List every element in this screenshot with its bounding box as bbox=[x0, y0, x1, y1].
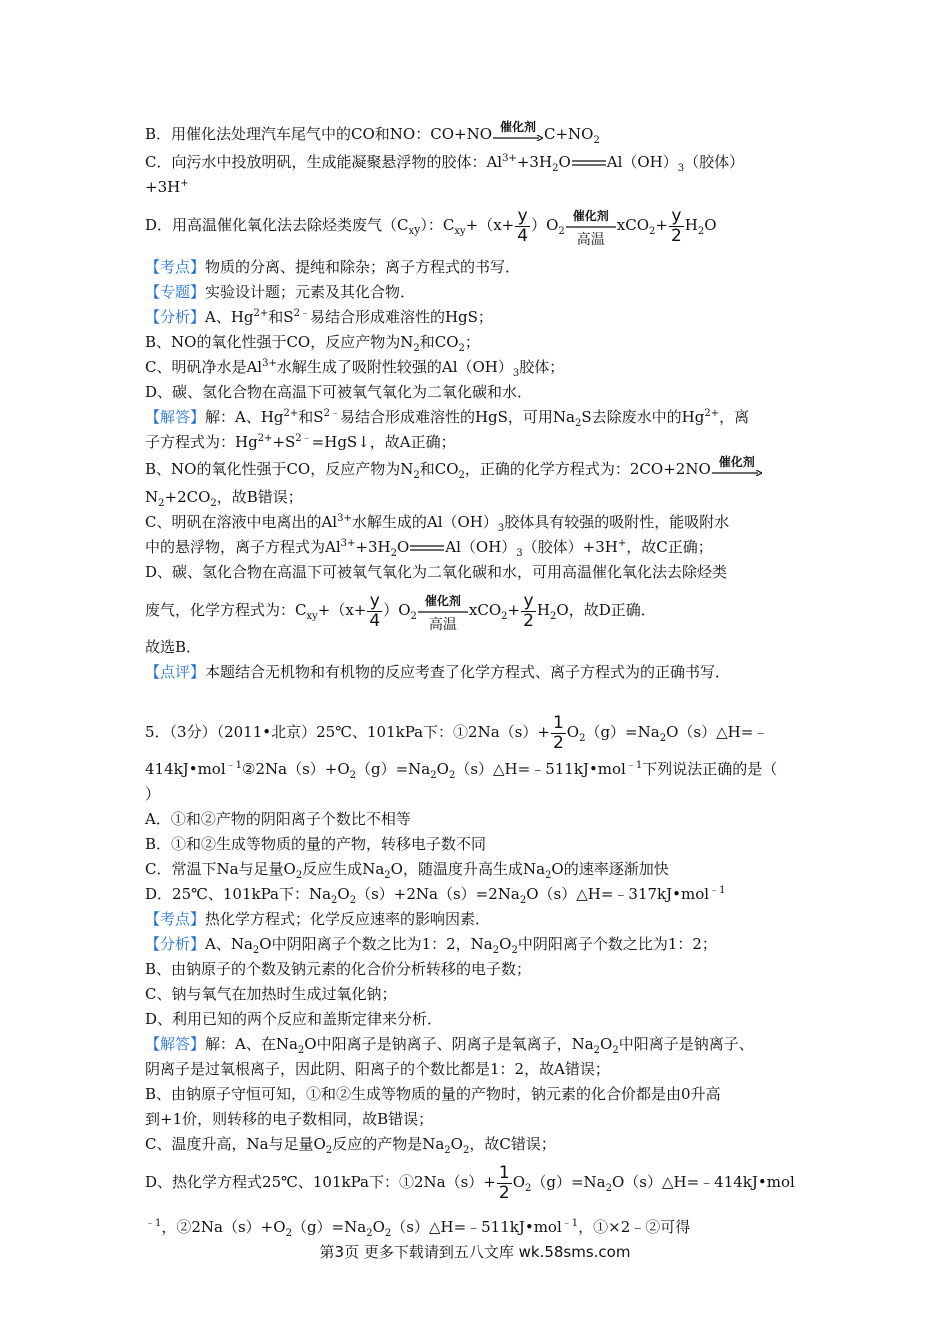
text: D、热化学方程式25℃、101kPa下：①2Na（s）+ bbox=[145, 1173, 496, 1191]
text: 中阴阳离子个数之比为1：2； bbox=[517, 935, 717, 953]
question-5-line-3 bbox=[145, 782, 813, 807]
option-b-line bbox=[145, 120, 813, 150]
kaodian-line bbox=[145, 255, 813, 280]
text: ）：C bbox=[420, 216, 455, 234]
text: O bbox=[436, 760, 449, 778]
fenxi-5 bbox=[145, 932, 813, 957]
text: + bbox=[507, 601, 521, 619]
text: 和S bbox=[268, 308, 294, 326]
jieda-line bbox=[145, 405, 813, 430]
numerator: y bbox=[515, 207, 530, 227]
subscript: 2 bbox=[574, 418, 582, 429]
section-tag: 【解答】 bbox=[145, 408, 206, 426]
jieda-b bbox=[145, 455, 813, 485]
text: D．用高温催化氧化法去除烃类废气（C bbox=[145, 216, 409, 234]
text: 热化学方程式；化学反应速率的影响因素． bbox=[205, 910, 491, 928]
text: D、碳、氢化合物在高温下可被氧气氧化为二氧化碳和水． bbox=[145, 383, 533, 401]
text: 和CO bbox=[419, 460, 459, 478]
option-c-line bbox=[145, 150, 813, 175]
text: O bbox=[337, 885, 350, 903]
subscript: 3 bbox=[512, 368, 520, 379]
text: 反应生成Na bbox=[302, 860, 385, 878]
text: 子方程式为：Hg bbox=[145, 433, 258, 451]
option-c-line-2 bbox=[145, 175, 813, 200]
fraction bbox=[551, 714, 566, 753]
text: O bbox=[512, 1173, 525, 1191]
subscript: 2 bbox=[325, 1145, 333, 1156]
jieda-c2 bbox=[145, 535, 813, 560]
denominator: 2 bbox=[523, 610, 534, 631]
fraction bbox=[521, 592, 536, 631]
subscript: 2 bbox=[297, 1045, 305, 1056]
text: ，故C错误； bbox=[469, 1135, 556, 1153]
subscript: 2 bbox=[552, 163, 559, 174]
subscript: 2 bbox=[511, 945, 518, 956]
kaodian-5 bbox=[145, 907, 813, 932]
text: ，故B错误； bbox=[216, 488, 303, 506]
subscript: 2 bbox=[410, 611, 417, 622]
text: 水解生成了吸附性较强的Al（OH） bbox=[276, 358, 513, 376]
subscript: 2 bbox=[158, 498, 165, 509]
jieda-a2 bbox=[145, 430, 813, 455]
superscript: ﹣1 bbox=[709, 885, 726, 896]
text: N bbox=[145, 488, 159, 506]
subscript: 3 bbox=[516, 548, 523, 559]
subscript: 2 bbox=[501, 611, 508, 622]
fenxi-5-d bbox=[145, 1007, 813, 1032]
spacer bbox=[145, 685, 813, 707]
text: +（x+ bbox=[317, 601, 367, 619]
denominator: 2 bbox=[670, 225, 682, 246]
text: O bbox=[558, 153, 571, 171]
subscript: 2 bbox=[349, 770, 357, 781]
fenxi-b bbox=[145, 330, 813, 355]
subscript: 2 bbox=[349, 895, 357, 906]
text: 易结合形成难溶性的HgS； bbox=[309, 308, 493, 326]
superscript: 3+ bbox=[337, 513, 352, 524]
superscript: + bbox=[180, 178, 189, 189]
subscript: 2 bbox=[444, 1145, 451, 1156]
denominator: 2 bbox=[498, 1182, 510, 1203]
text: C、钠与氧气在加热时生成过氧化钠； bbox=[145, 985, 397, 1003]
subscript: 2 bbox=[697, 226, 705, 237]
jieda-5-d bbox=[145, 1157, 813, 1207]
text: （s）△H=﹣511kJ•mol bbox=[391, 1218, 562, 1236]
text: 故选B． bbox=[145, 638, 202, 656]
text: + bbox=[655, 216, 668, 234]
subscript: 3 bbox=[497, 523, 505, 534]
arrow-icon bbox=[493, 135, 543, 141]
subscript: 2 bbox=[252, 945, 260, 956]
section-tag: 【分析】 bbox=[145, 308, 206, 326]
text: B、由钠原子守恒可知，①和②生成等物质的量的产物时，钠元素的化合价都是由0升高 bbox=[145, 1085, 721, 1103]
text: ，离 bbox=[719, 408, 750, 426]
text: 和CO bbox=[419, 333, 459, 351]
text: C、明矾在溶液中电离出的Al bbox=[145, 513, 338, 531]
section-tag: 【点评】 bbox=[145, 663, 206, 681]
section-tag: 【专题】 bbox=[145, 283, 206, 301]
subscript: 2 bbox=[285, 1228, 292, 1239]
subscript: 2 bbox=[492, 945, 500, 956]
fraction bbox=[669, 207, 684, 246]
subscript: y bbox=[312, 611, 318, 622]
superscript: 3+ bbox=[262, 358, 277, 369]
page-footer: 第3页 更多下载请到五八文库 wk.58sms.com bbox=[319, 1243, 631, 1261]
choice-d bbox=[145, 882, 813, 907]
arrow-condition: 高温 bbox=[428, 617, 457, 633]
text: O bbox=[372, 1218, 385, 1236]
superscript: 2+ bbox=[257, 433, 273, 444]
text: D、利用已知的两个反应和盖斯定律来分析． bbox=[145, 1010, 443, 1028]
text: O中阴阳离子个数之比为1：2，Na bbox=[259, 935, 493, 953]
dianping-line bbox=[145, 660, 813, 685]
fenxi-5-c bbox=[145, 982, 813, 1007]
text: +S bbox=[272, 433, 296, 451]
text: ）O bbox=[531, 216, 559, 234]
text: ，正确的化学方程式为：2CO+2NO bbox=[464, 460, 711, 478]
fraction bbox=[497, 1164, 512, 1203]
document-body bbox=[145, 120, 813, 1247]
subscript: x bbox=[306, 611, 313, 622]
text: 废气，化学方程式为：C bbox=[145, 601, 307, 619]
choice-b bbox=[145, 832, 813, 857]
text: 胶体； bbox=[519, 358, 565, 376]
text: ，②2Na（s）+O bbox=[161, 1218, 286, 1236]
text: O中阳离子是钠离子、阴离子是氧离子，Na bbox=[304, 1035, 594, 1053]
text: B．①和②生成等物质的量的产物，转移电子数不同 bbox=[145, 835, 487, 853]
text: y bbox=[414, 223, 421, 236]
subscript: 2 bbox=[558, 226, 565, 237]
text: O，故D正确． bbox=[556, 601, 656, 619]
arrow-line-icon bbox=[566, 224, 616, 230]
fenxi-d bbox=[145, 380, 813, 405]
question-5-line bbox=[145, 707, 813, 757]
subscript: 2 bbox=[550, 611, 557, 622]
arrow-condition: 催化剂 bbox=[718, 455, 755, 469]
arrow-condition: 高温 bbox=[576, 232, 605, 248]
text: （胶体） bbox=[684, 153, 745, 171]
denominator: 2 bbox=[552, 732, 564, 753]
zhuanti-line bbox=[145, 280, 813, 305]
text: ，故C正确； bbox=[626, 538, 713, 556]
subscript: 2 bbox=[519, 895, 527, 906]
text: O（s）△H=﹣317kJ•mol bbox=[526, 885, 710, 903]
subscript: 2 bbox=[458, 470, 465, 481]
text: （g）=Na bbox=[585, 723, 660, 741]
text: B、由钠原子的个数及钠元素的化合价分析转移的电子数； bbox=[145, 960, 532, 978]
text: 到+1价，则转移的电子数相同，故B错误； bbox=[145, 1110, 434, 1128]
subscript: 2 bbox=[579, 733, 586, 744]
text: +3H bbox=[145, 178, 181, 196]
fenxi-5-b bbox=[145, 957, 813, 982]
fenxi-line bbox=[145, 305, 813, 330]
jieda-b2 bbox=[145, 485, 813, 510]
fraction bbox=[515, 207, 530, 246]
jieda-d bbox=[145, 560, 813, 585]
jieda-5-c bbox=[145, 1132, 813, 1157]
superscript: 2﹣ bbox=[293, 308, 310, 319]
jieda-c bbox=[145, 510, 813, 535]
subscript: 2 bbox=[413, 343, 420, 354]
text: B、NO的氧化性强于CO，反应产物为N bbox=[145, 460, 414, 478]
subscript: 2 bbox=[295, 870, 303, 881]
subscript: 2 bbox=[458, 343, 465, 354]
text: +3H bbox=[516, 153, 553, 171]
superscript: + bbox=[617, 538, 627, 549]
text: +3H bbox=[355, 538, 391, 556]
question-5-line-2 bbox=[145, 757, 813, 782]
superscript: 2+ bbox=[704, 408, 720, 419]
subscript: 2 bbox=[612, 1045, 619, 1056]
text: （g）=Na bbox=[291, 1218, 367, 1236]
numerator: 1 bbox=[498, 1162, 510, 1183]
text: 中的悬浮物，离子方程式为Al bbox=[145, 538, 341, 556]
text: xCO bbox=[616, 216, 650, 234]
text: 胶体具有较强的吸附性，能吸附水 bbox=[504, 513, 730, 531]
subscript: 2 bbox=[605, 1183, 612, 1194]
text: C+NO bbox=[544, 125, 594, 143]
superscript: 2﹣ bbox=[323, 408, 340, 419]
text: （胶体）+3H bbox=[522, 538, 618, 556]
choice-a bbox=[145, 807, 813, 832]
superscript: 3+ bbox=[340, 538, 356, 549]
text: O bbox=[499, 935, 512, 953]
text: C．常温下Na与足量O bbox=[145, 860, 296, 878]
arrow-line-icon bbox=[418, 609, 468, 615]
text: 易结合形成难溶性的HgS，可用Na bbox=[339, 408, 575, 426]
text: （s）+2Na（s）=2Na bbox=[356, 885, 520, 903]
text: 和S bbox=[298, 408, 324, 426]
text: C、明矾净水是Al bbox=[145, 358, 263, 376]
denominator: 4 bbox=[369, 610, 381, 631]
conclusion-line bbox=[145, 635, 813, 660]
text: O bbox=[450, 1135, 463, 1153]
text: O（s）△H=﹣ bbox=[666, 723, 769, 741]
jieda-5 bbox=[145, 1032, 813, 1057]
text: ，①×2﹣②可得 bbox=[578, 1218, 691, 1236]
reaction-arrow bbox=[493, 120, 543, 150]
text: 反应的产物是Na bbox=[332, 1135, 445, 1153]
superscript: 2+ bbox=[283, 408, 299, 419]
section-tag: 【分析】 bbox=[145, 935, 206, 953]
arrow-condition: 催化剂 bbox=[424, 594, 461, 608]
text: A．①和②产物的阴阳离子个数比不相等 bbox=[145, 810, 411, 828]
jieda-5-a2 bbox=[145, 1057, 813, 1082]
text: 下列说法正确的是（ bbox=[642, 760, 778, 778]
text: ） bbox=[145, 785, 161, 803]
subscript: 2 bbox=[430, 770, 437, 781]
superscript: 3+ bbox=[502, 153, 517, 164]
denominator: 4 bbox=[517, 225, 529, 246]
subscript: 2 bbox=[659, 733, 667, 744]
text: C．向污水中投放明矾，生成能凝聚悬浮物的胶体：Al bbox=[145, 153, 503, 171]
text: 本题结合无机物和有机物的反应考查了化学方程式、离子方程式为的正确书写． bbox=[205, 663, 731, 681]
text: O bbox=[566, 723, 580, 741]
numerator: y bbox=[669, 207, 684, 227]
superscript: 2+ bbox=[253, 308, 269, 319]
jieda-d2 bbox=[145, 585, 813, 635]
arrow-icon bbox=[712, 470, 762, 476]
section-tag: 【考点】 bbox=[145, 258, 206, 276]
fraction bbox=[367, 592, 382, 631]
text: O的速率逐渐加快 bbox=[551, 860, 669, 878]
subscript: 2 bbox=[384, 1228, 392, 1239]
text: H bbox=[684, 216, 698, 234]
text: 5．（3分）（2011•北京）25℃、101kPa下：①2Na（s）+ bbox=[145, 723, 550, 741]
subscript: 2 bbox=[448, 770, 456, 781]
text: +（x+ bbox=[465, 216, 515, 234]
text: O（s）△H=﹣414kJ•mol bbox=[612, 1173, 795, 1191]
text: +2CO bbox=[164, 488, 211, 506]
subscript: 2 bbox=[545, 870, 552, 881]
reaction-arrow bbox=[712, 455, 762, 485]
text: B、NO的氧化性强于CO，反应产物为N bbox=[145, 333, 414, 351]
text: 阴离子是过氧根离子，因此阴、阳离子的个数比都是1：2，故A错误； bbox=[145, 1060, 610, 1078]
text: O bbox=[396, 538, 410, 556]
text: 解：A、在Na bbox=[205, 1035, 298, 1053]
superscript: 2﹣ bbox=[295, 433, 312, 444]
text: （s）△H=﹣511kJ•mol bbox=[455, 760, 626, 778]
reversible-arrow-icon bbox=[572, 159, 606, 167]
subscript: 2 bbox=[462, 1145, 470, 1156]
text: A、Hg bbox=[205, 308, 254, 326]
subscript: 2 bbox=[525, 1183, 532, 1194]
text: B．用催化法处理汽车尾气中的CO和NO：CO+NO bbox=[145, 125, 492, 143]
subscript: 2 bbox=[366, 1228, 373, 1239]
subscript: y bbox=[460, 226, 466, 237]
subscript: 2 bbox=[593, 1045, 601, 1056]
text: ； bbox=[464, 333, 480, 351]
arrow-condition: 催化剂 bbox=[572, 209, 609, 223]
text: S去除废水中的Hg bbox=[581, 408, 705, 426]
text: O bbox=[600, 1035, 613, 1053]
numerator: 1 bbox=[552, 712, 564, 733]
subscript: 3 bbox=[677, 163, 685, 174]
text: 水解生成的Al（OH） bbox=[351, 513, 498, 531]
text: =HgS↓，故A正确； bbox=[311, 433, 456, 451]
text: xCO bbox=[468, 601, 502, 619]
text: 实验设计题；元素及其化合物． bbox=[205, 283, 416, 301]
subscript: x bbox=[454, 226, 460, 237]
reaction-arrow bbox=[566, 209, 616, 248]
numerator: y bbox=[521, 592, 536, 612]
section-tag: 【考点】 bbox=[145, 910, 206, 928]
text: ②2Na（s）+O bbox=[242, 760, 350, 778]
option-d-line bbox=[145, 200, 813, 255]
superscript: ﹣1 bbox=[145, 1218, 162, 1229]
text: 物质的分离、提纯和除杂；离子方程式的书写． bbox=[205, 258, 521, 276]
text: Al（OH） bbox=[606, 153, 678, 171]
jieda-5-b bbox=[145, 1082, 813, 1107]
text: D、碳、氢化合物在高温下可被氧气氧化为二氧化碳和水，可用高温催化氧化法去除烃类 bbox=[145, 563, 728, 581]
subscript: 2 bbox=[390, 548, 397, 559]
superscript: ﹣1 bbox=[225, 760, 243, 771]
choice-c bbox=[145, 857, 813, 882]
text: （g）=Na bbox=[356, 760, 431, 778]
text: C、温度升高，Na与足量O bbox=[145, 1135, 326, 1153]
subscript: 2 bbox=[413, 470, 420, 481]
jieda-5-b2 bbox=[145, 1107, 813, 1132]
arrow-condition: 催化剂 bbox=[499, 120, 536, 134]
text: （g）=Na bbox=[531, 1173, 606, 1191]
text: 414kJ•mol bbox=[145, 760, 226, 778]
text: Al（OH） bbox=[445, 538, 517, 556]
text: A、Na bbox=[205, 935, 253, 953]
fenxi-c bbox=[145, 355, 813, 380]
subscript: x bbox=[408, 226, 415, 237]
reaction-arrow bbox=[418, 594, 468, 633]
text: O bbox=[704, 216, 717, 234]
subscript: 2 bbox=[593, 135, 600, 146]
superscript: ﹣1 bbox=[561, 1218, 579, 1229]
section-tag: 【解答】 bbox=[145, 1035, 206, 1053]
text: ）O bbox=[383, 601, 411, 619]
text: 解：A、Hg bbox=[205, 408, 284, 426]
text: H bbox=[536, 601, 551, 619]
subscript: 2 bbox=[210, 498, 217, 509]
superscript: ﹣1 bbox=[625, 760, 643, 771]
subscript: 2 bbox=[649, 226, 656, 237]
text: 中阳离子是钠离子、 bbox=[618, 1035, 754, 1053]
subscript: 2 bbox=[331, 895, 338, 906]
subscript: 2 bbox=[384, 870, 391, 881]
numerator: y bbox=[367, 592, 382, 612]
text: D．25℃、101kPa下：Na bbox=[145, 885, 332, 903]
reversible-arrow-icon bbox=[410, 544, 444, 552]
text: O，随温度升高生成Na bbox=[390, 860, 546, 878]
